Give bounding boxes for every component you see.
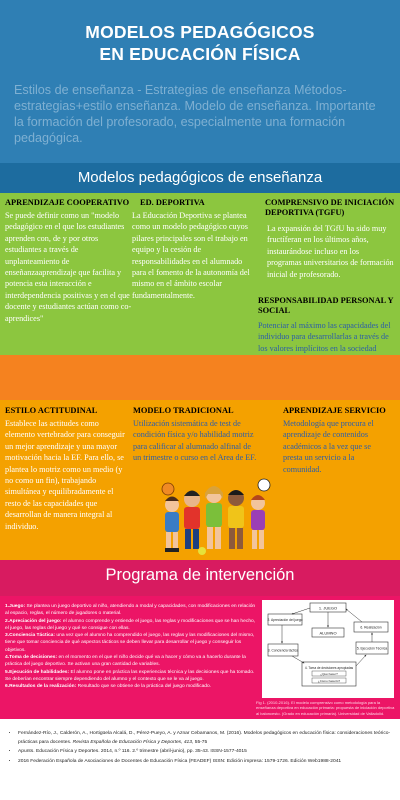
model-text-actitudinal: Establece las actitudes como elemento vertebrador para conseguir un mejor aprendizaje y una mayor motivación hacia la EF. Para ello, se plantea lo motriz como un medio (y no como un fin), trabajando simultánea y equilibradamente el resto de las capacidades que desarrollan de manera integral al individuo. — [5, 419, 125, 531]
program-step: 4.Toma de decisiones: en el momento en el que el niño decide qué va a hacer y cómo va a hacerlo durante la práctica del juego deportivo. Se activan una gran cantidad de variables. — [5, 655, 246, 668]
diagram-arrow — [356, 655, 366, 666]
tgfu-cycle-diagram — [262, 600, 394, 698]
child-figure-left — [165, 497, 179, 553]
model-heading-tradicional: MODELO TRADICIONAL — [133, 406, 234, 415]
basketball-icon — [162, 483, 174, 495]
reference-item: • Apunts. Educación Física y Deportes. 2014, n.º 116. 2.º trimestre (abril-junio), pp. 35-43. ISSN-1577-4015 — [18, 748, 396, 757]
model-heading-deportiva: ED. DEPORTIVA — [140, 198, 205, 207]
child-figure-right — [251, 495, 265, 549]
diagram-label-apreciacion: 2. Apreciación del juego — [267, 618, 303, 622]
diagram-label-como-hacerlo: ¿Cómo hacerlo? — [317, 678, 341, 683]
children-sports-illustration — [158, 465, 274, 557]
model-heading-cooperativo: APRENDIZAJE COOPERATIVO — [5, 198, 130, 207]
diagram-label-que-hacer: ¿Qué hacer? — [320, 671, 338, 676]
program-step: 1.Juego: Se plantea un juego deportivo al niño, atendiendo a modal y capacidades, con modificaciones en relación al espacio, reglas, el número de jugadores o material. — [5, 604, 256, 617]
model-text-servicio: Metodología que procura el aprendizaje de contenidos académicos a la vez que se presta un servicio a la comunidad. — [283, 419, 374, 474]
diagram-label-ejecucion: 5. Ejecución Técnica — [356, 646, 388, 651]
tennis-ball-icon — [198, 547, 206, 555]
model-heading-tgfu: COMPRENSIVO DE INICIACIÓN DEPORTIVA (TGFU) — [265, 198, 395, 217]
section-title-models: Modelos pedagógicos de enseñanza — [77, 169, 323, 186]
diagram-arrow — [292, 608, 310, 614]
section-title-program: Programa de intervención — [105, 566, 295, 584]
program-steps-list — [5, 603, 257, 691]
soccer-ball-icon — [258, 479, 270, 491]
page-title-line2: EN EDUCACIÓN FÍSICA — [99, 44, 301, 64]
reference-item: • Fernández-Río, J., Calderón, A., Hortigüela Alcalá, D., Pérez-Pueyo, A. y Aznar Cebamanos, M. (2016). Modelos pedagógicos en educación física: consideraciones teórico-prácticas para docentes. Revista Española de Educación Física y Deportes, 413, 55-75 — [18, 730, 396, 747]
diagram-label-decisiones: 4. Toma de decisiones apropiadas — [304, 666, 354, 670]
diagram-label-juego: 1. JUEGO — [318, 605, 338, 611]
diagram-label-alumno: ALUMNO — [319, 630, 337, 636]
program-step: 5.Ejecución de habilidades: El alumno pone en práctica las experiencias técnica y las decisiones que ha tomado. Se deberían encontrar siempre dependiendo del alumno y el contexto que se le va al juego. — [5, 669, 255, 682]
references — [8, 730, 396, 767]
diagram-arrow — [292, 656, 304, 663]
child-figure-center-right — [228, 490, 244, 549]
diagram-arrow — [346, 609, 362, 622]
program-step: 2.Apreciación del juego: el alumno comprende y entiende el juego, las reglas y modificaciones que se han hecho, el juego, las reglas del juego y qué se consigue con ellas. — [5, 618, 256, 631]
model-text-cooperativo: Se puede definir como un "modelo pedagógico en el que los estudiantes aprenden con, de y por otros estudiantes a través de unplanteamiento de enseñanzaaprendizaje que facilita y potencia esta interacción e interdependencia positivas y en el que docente y estudiantes actúan como co-aprendices" — [5, 211, 132, 323]
diagram-label-conciencia: 3. Conciencia táctica — [267, 648, 299, 653]
program-step: 3.Conciencia Táctica: una vez que el alumno ha comprendido el juego, las reglas y las modificaciones del mismo, tiene que tomar conciencia de qué aspectos tácticos se deben llevar para desarrollar el juego y conseguir los objetivos. — [5, 633, 255, 653]
model-text-tradicional: Utilización sistemática de test de condición física y/o habilidad motriz para calificar al alumnado alfinal de un trimestre o curso en el Area de EF. — [133, 419, 257, 463]
reference-item: • 2016 Federación Española de Asociaciones de Docentes de Educación Física (FEADEF) ISSN: Edición impresa: 1579-1726. Edición Web1988-2041 — [18, 758, 396, 767]
model-text-deportiva: La Educación Deportiva se plantea como un modelo pedagógico cuyos pilares principales son el trabajo en equipo y la cesión de responsabilidades en el alumnado para el fomento de la autonomía del mismo en el ámbito escolar fundamentalmente. — [132, 211, 250, 300]
child-figure-center — [205, 486, 223, 549]
model-heading-responsabilidad: RESPONSABILIDAD PERSONAL Y SOCIAL — [258, 296, 394, 315]
model-text-tgfu: La expansión del TGfU ha sido muy fructíferan en los últimos años, instaurándose incluso en los programas universitarios de formación inicial de profesorado. — [267, 224, 394, 279]
diagram-label-realizacion: 6. Realización — [360, 625, 382, 630]
model-heading-servicio: APRENDIZAJE SERVICIO — [283, 406, 386, 415]
intro-text: Estilos de enseñanza - Estrategias de enseñanza Métodos-estrategias+estilo enseñanza. Modelo de enseñanza. Importante la formación del profesorado, especialmente una formación pedagógica. — [14, 83, 376, 145]
model-heading-actitudinal: ESTILO ACTITUDINAL — [5, 406, 98, 415]
page-title-line1: MODELOS PEDAGÓGICOS — [85, 22, 315, 42]
model-text-responsabilidad: Potenciar al máximo las capacidades del individuo para desarrollarlas a través de los valores implícitos en la sociedad — [258, 321, 391, 353]
child-figure-center-left — [184, 491, 200, 550]
orange-divider — [0, 355, 400, 400]
program-step: 6.Resultados de la realización: Resultado que se obtiene de la práctica del juego modificado. — [5, 684, 212, 690]
diagram-caption: Fig 1. (2010-2016). El modelo comprensivo como metodología para la enseñanza deportiva en educación primaria: propuesta de iniciación deportiva al baloncesto. (Grado en educación primaria). Universidad de Valladolid. — [256, 700, 395, 716]
